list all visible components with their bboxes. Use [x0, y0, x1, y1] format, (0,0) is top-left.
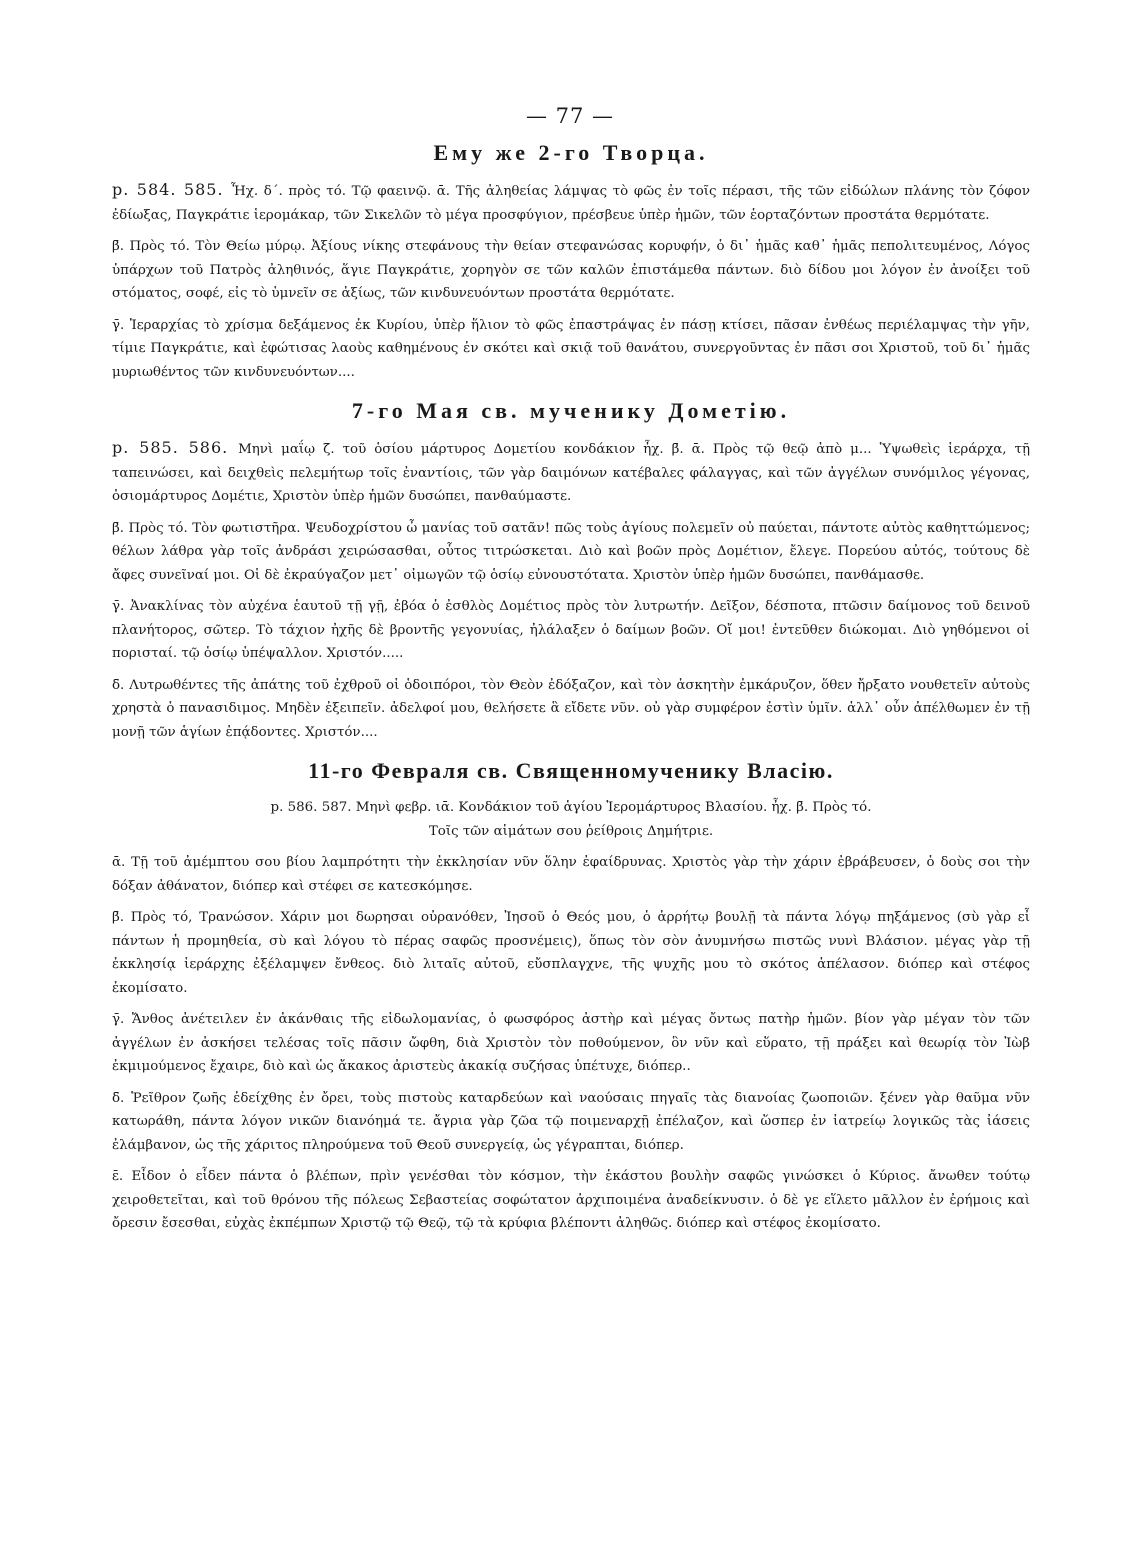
- paragraph-text: δ̄. Λυτρωθέντες τῆς ἀπάτης τοῦ ἐχθροῦ οἱ ὁδοιπόροι, τὸν Θεὸν ἐδόξαζον, καὶ τὸν ἀσκητὴν ἐμκάρυζον, ὅθεν ἤρξατο νουθετεῖν αὐτοὺς χρηστὰ ὁ πανασιδιμος. Μηδὲν ἐξειπεῖν. ἀδελφοί μου, θελήσετε ἃ εἴδετε νῦν. οὐ γὰρ συμφέρον ἐστὶν ὑμῖν. ἀλλ᾽ οὖν ἀπέλθωμεν ἐν τῇ μονῇ τῶν ἁγίων ἐπᾴδοντες. Χριστόν....: [112, 677, 1030, 740]
- paragraph-text: β̄. Πρὸς τό. Τὸν φωτιστῆρα. Ψευδοχρίστου ὦ μανίας τοῦ σατᾶν! πῶς τοὺς ἁγίους πολεμεῖν οὐ παύεται, πάντοτε αὐτὸς καθηττώμενος; θέλων λάθρα γὰρ τοῖς ἀνδράσι χειρώσασθαι, οὗτος τιτρώσκεται. Διὸ καὶ βοῶν πρὸς Δομέτιον, ἔλεγε. Πορεύου αὐτός, τούτους δὲ ἄφες συνεῖναί μοι. Οἱ δὲ ἐκραύγαζον μετ᾽ οἰμωγῶν τῷ ὁσίῳ εὐνουστότατα. Χριστὸν ὑπὲρ ἡμῶν δυσώπει, πανθάμασθε.: [112, 520, 1030, 583]
- paragraph-text: γ̄. Ἀνακλίνας τὸν αὐχένα ἑαυτοῦ τῇ γῇ, ἐβόα ὁ ἐσθλὸς Δομέτιος πρὸς τὸν λυτρωτήν. Δεῖξον, δέσποτα, πτῶσιν δαίμονος τοῦ δεινοῦ πλανήτορος, σῶτερ. Τὸ τάχιον ἠχῆς δὲ βροντῆς γεγονυίας, ἠλάλαξεν ὁ δαίμων βοῶν. Οἴ μοι! ἐντεῦθεν διώκομαι. Διὸ γηθόμενοι οἱ πορισταί. τῷ ὁσίῳ ὑπέψαλλον. Χριστόν.....: [112, 599, 1030, 661]
- paragraph: [112, 595, 1030, 666]
- paragraph-text: β̄. Πρὸς τό. Τὸν Θείω μύρῳ. Ἀξίους νίκης στεφάνους τὴν θείαν στεφανώσας κορυφήν, ὁ δι᾽ ἡμᾶς καθ᾽ ἡμᾶς πεπολιτευμένος, Λόγος ὑπάρχων τοῦ Πατρὸς ἀληθινός, ἅγιε Παγκράτιε, χορηγὸν σε τῶν καλῶν ἐπιστάμεθα πάντων. διὸ δίδου μοι λόγον ἐν ἀνοίξει τοῦ στόματος, σοφέ, εἰς τὸ ὑμνεῖν σε ἀξίως, τῶν κινδυνευόντων προστάτα θερμότατε.: [112, 239, 1030, 301]
- paragraph-text: Ἦχ. δ΄. πρὸς τό. Τῷ φαεινῷ. ᾱ. Τῆς ἀληθείας λάμψας τὸ φῶς ἐν τοῖς πέρασι, τῆς τῶν εἰδώλων πλάνης τὸν ζόφον ἐδίωξας, Παγκράτιε ἱερομάκαρ, τῶν Σικελῶν τὸ μέγα προσφύγιον, πρέσβευε ὑπὲρ ἡμῶν, τῶν ἑορταζόντων προστάτα θερμότατε.: [112, 184, 1030, 223]
- paragraph-text: β̄. Πρὸς τό, Τρανώσον. Χάριν μοι δωρησαι οὐρανόθεν, Ἰησοῦ ὁ Θεός μου, ὁ ἀρρήτῳ βουλῇ τὰ πάντα λόγῳ πηξάμενος (σὺ γὰρ εἶ πάντων ἡ προμηθεία, σὺ καὶ λόγου τὸ πέρας σαφῶς προσνέμεις), ὅπως τὸν σὸν ἀνυμνήσω πιστῶς νυνὶ Βλάσιον. μέγας γὰρ τῇ ἐκκλησίᾳ ἱεράρχης ἐξέλαμψεν ἔνθεος. διὸ λιταῖς αὐτοῦ, εὔσπλαγχνε, τῆς ψυχῆς μου τὸ σκότος ἀπέλασον. διόπερ καὶ στέφος ἐκομίσατο.: [112, 910, 1030, 996]
- paragraph: [112, 674, 1030, 745]
- paragraph: [112, 178, 1030, 227]
- paragraph-text: ᾱ. Τῇ τοῦ ἀμέμπτου σου βίου λαμπρότητι τὴν ἐκκλησίαν νῦν ὅλην ἐφαίδρυνας. Χριστὸς γὰρ τὴν χάριν ἐβράβευσεν, ὁ δοὺς σοι τὴν δόξαν ἀθάνατον, διόπερ καὶ στέφει σε κατεσκόμησε.: [112, 855, 1030, 894]
- paragraph-text: δ̄. Ῥεῖθρον ζωῆς ἐδείχθης ἐν ὄρει, τοὺς πιστοὺς καταρδεύων καὶ ναούσαις πηγαῖς τὰς διανοίας ζωοποιῶν. ξένεν γὰρ θαῦμα νῦν κατωράθη, πάντα λόγον νικῶν διανόημά τε. ἄγρια γὰρ ζῶα τῷ ποιμεναρχῇ ἐπέλαζον, καὶ ὥσπερ ἐν ἰατρείῳ λογικῶς τὰς ἰάσεις ἐλάμβανον, ὡς τῆς χάριτος πληρούμενα τοῦ Θεοῦ συνεργείᾳ, ὡς γέγραπται, διόπερ.: [112, 1090, 1030, 1153]
- paragraph: [112, 436, 1030, 509]
- paragraph: [112, 1087, 1030, 1158]
- section-heading: 7-го Мая св. мученику Дометію.: [351, 398, 791, 423]
- section-intro-line: р. 586. 587. Μηνὶ φεβρ. ιᾱ. Κονδάκιον τοῦ ἁγίου Ἱερομάρτυρος Βλασίου. ἦχ. β̄. Πρὸς τό.: [270, 800, 872, 815]
- paragraph: [112, 235, 1030, 306]
- section-intro-line: Τοῖς τῶν αἱμάτων σου ῥείθροις Δημήτριε.: [428, 823, 714, 839]
- paragraph: [112, 314, 1030, 385]
- paragraph: [112, 906, 1030, 1000]
- section-heading: Ему же 2-го Творца.: [433, 140, 709, 165]
- paragraph: [112, 851, 1030, 898]
- paragraph-text: γ̄. Ἄνθος ἀνέτειλεν ἐν ἀκάνθαις τῆς εἰδωλομανίας, ὁ φωσφόρος ἀστὴρ καὶ μέγας ὄντως πατὴρ ἡμῶν. βίον γὰρ μέγαν τὸν τῶν ἀγγέλων ἐν ἀσκήσει τελέσας τοῖς πᾶσιν ὤφθη, διὰ Χριστὸν τὸν ποθούμενον, ὃν νῦν καὶ εὕρατο, τῇ πράξει καὶ θεωρίᾳ τὸν Ἰὼβ ἐκμιμούμενος ἔχαιρε, διὸ καὶ ὡς ἄκακος ἀριστεὺς ἀκακίᾳ συζήσας ὑπέτυχε, διόπερ..: [112, 1012, 1030, 1074]
- section-heading: 11-го Февраля св. Священномученику Власію.: [308, 758, 834, 783]
- paragraph-text: ε̄. Εἶδον ὁ εἶδεν πάντα ὁ βλέπων, πρὶν γενέσθαι τὸν κόσμον, τὴν ἑκάστου βουλὴν σαφῶς γινώσκει ὁ Κύριος. ἄνωθεν τούτῳ χειροθετεῖται, καὶ τοῦ θρόνου τῆς πόλεως Σεβαστείας σοφώτατον ἀρχιποιμένα ἀναδείκνυσιν. ὁ δὲ γε εἵλετο μᾶλλον ἐν ἐρήμοις καὶ ὄρεσιν ἔσεσθαι, εὐχὰς ἐκπέμπων Χριστῷ τῷ Θεῷ, τῷ τὰ κρύφια βλέποντι ἀληθῶς. διόπερ καὶ στέφος ἐκομίσατο.: [112, 1169, 1030, 1231]
- paragraph-text: γ̄. Ἱεραρχίας τὸ χρίσμα δεξάμενος ἐκ Κυρίου, ὑπὲρ ἥλιον τὸ φῶς ἐπαστράψας ἐν πάσῃ κτίσει, πᾶσαν ἐνθέως περιέλαμψας τὴν γῆν, τίμιε Παγκράτιε, καὶ ἐφώτισας λαοὺς καθημένους ἐν σκότει καὶ σκιᾷ τοῦ θανάτου, συνεργοῦντας ἐν πᾶσι σοι Χριστοῦ, τοῦ δι᾽ ἡμᾶς μυριωθέντος τῶν κινδυνευόντων....: [112, 317, 1030, 380]
- paragraph: [112, 517, 1030, 588]
- paragraph: [112, 1008, 1030, 1079]
- paragraph: [112, 1165, 1030, 1236]
- paragraph-reference: р. 585. 586.: [112, 438, 239, 457]
- paragraph-text: Μηνὶ μαΐῳ ζ̄. τοῦ ὁσίου μάρτυρος Δομετίου κονδάκιον ἦχ. β̄. ᾱ. Πρὸς τῷ θεῷ ἀπὸ μ... Ὑψωθεὶς ἱεράρχα, τῇ ταπεινώσει, καὶ δειχθεὶς πελεμήτωρ τοῖς ἐναντίοις, τῶν γὰρ δαιμόνων κατέβαλες φάλαγγας, καὶ τῶν ἀγγέλων συνόμιλος γέγονας, ὁσιομάρτυρος Δομέτιε, Χριστὸν ὑπὲρ ἡμῶν δυσώπει, πανθαύμαστε.: [112, 442, 1030, 504]
- page-number: — 77 —: [525, 104, 615, 128]
- paragraph-reference: р. 584. 585.: [112, 180, 232, 199]
- page-content: [112, 140, 1030, 1244]
